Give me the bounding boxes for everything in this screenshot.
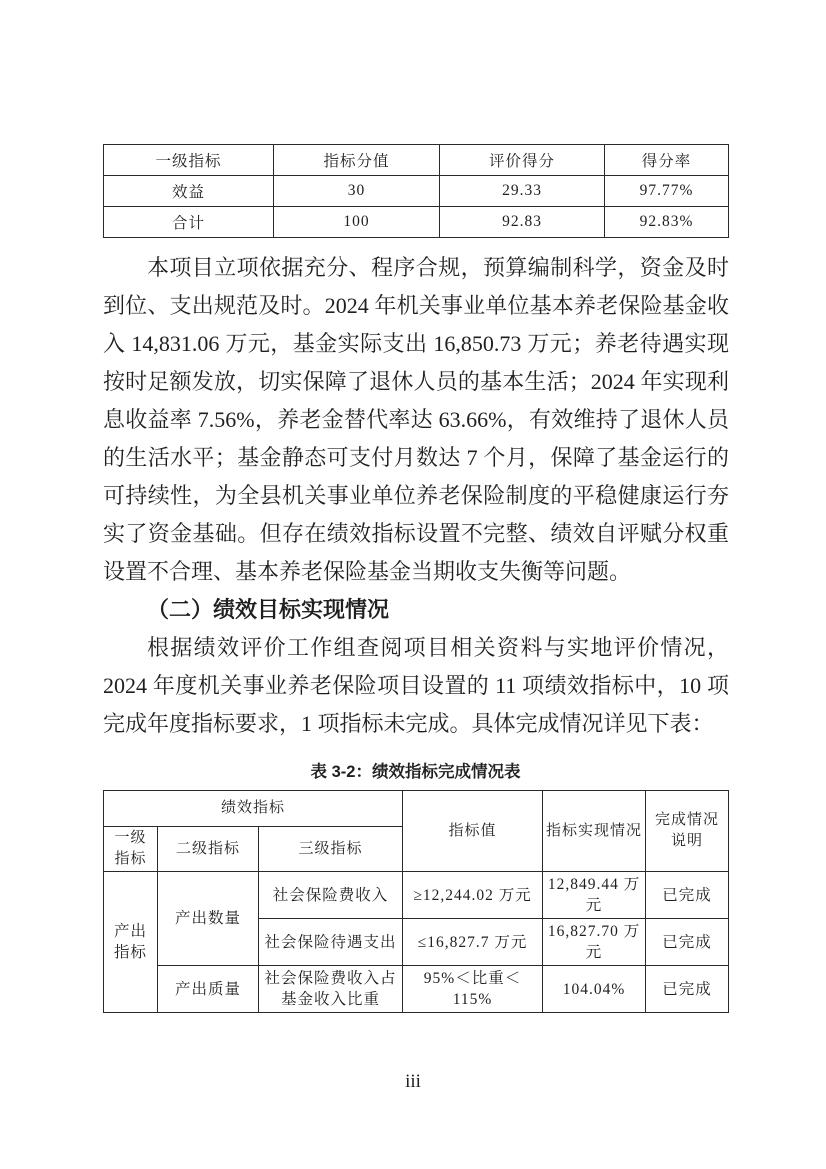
- perf-cell-status: 已完成: [646, 872, 729, 919]
- score-cell-rate: 97.77%: [605, 176, 729, 207]
- score-cell-score: 92.83: [440, 207, 605, 238]
- targets-paragraph: 根据绩效评价工作组查阅项目相关资料与实地评价情况，2024 年度机关事业养老保险项目设置的 11 项绩效指标中，10 项完成年度指标要求，1 项指标未完成。具体完成情况详见下表：: [103, 635, 729, 736]
- body-text-block: [103, 249, 729, 743]
- score-cell-indicator: 合计: [104, 207, 274, 238]
- perf-cell-target: ≥12,244.02 万元: [403, 872, 543, 919]
- perf-row-income: [104, 872, 729, 919]
- score-cell-points: 30: [274, 176, 440, 207]
- perf-cell-status: 已完成: [646, 919, 729, 966]
- perf-header-level3: 三级指标: [259, 827, 403, 872]
- perf-cell-level3: 社会保险费收入占基金收入比重: [259, 966, 403, 1013]
- perf-cell-level1: 产出指标: [104, 872, 158, 1013]
- score-cell-rate: 92.83%: [605, 207, 729, 238]
- score-header-points: 指标分值: [274, 145, 440, 176]
- performance-indicators-table: [103, 790, 729, 1013]
- perf-cell-target: 95%＜比重＜115%: [403, 966, 543, 1013]
- perf-header-group: 绩效指标: [104, 791, 403, 827]
- score-cell-indicator: 效益: [104, 176, 274, 207]
- perf-cell-actual: 104.04%: [543, 966, 646, 1013]
- score-header-level1: 一级指标: [104, 145, 274, 176]
- perf-cell-target: ≤16,827.7 万元: [403, 919, 543, 966]
- score-table-row-benefit: [104, 176, 729, 207]
- page-number: iii: [405, 1071, 421, 1092]
- score-table-header-row: [104, 145, 729, 176]
- perf-cell-actual: 12,849.44 万元: [543, 872, 646, 919]
- perf-cell-level2: 产出质量: [158, 966, 259, 1013]
- perf-cell-actual: 16,827.70 万元: [543, 919, 646, 966]
- performance-table-caption: 表 3-2：绩效指标完成情况表: [310, 763, 521, 781]
- score-header-score: 评价得分: [440, 145, 605, 176]
- perf-header-level1: 一级指标: [104, 827, 158, 872]
- score-header-rate: 得分率: [605, 145, 729, 176]
- score-summary-table: [103, 144, 729, 238]
- perf-cell-level3: 社会保险待遇支出: [259, 919, 403, 966]
- perf-cell-level2: 产出数量: [158, 872, 259, 966]
- perf-header-level2: 二级指标: [158, 827, 259, 872]
- perf-row-ratio: [104, 966, 729, 1013]
- perf-header-actual: 指标实现情况: [543, 791, 646, 872]
- score-table-row-total: [104, 207, 729, 238]
- summary-paragraph: 本项目立项依据充分、程序合规，预算编制科学，资金及时到位、支出规范及时。2024 年机关事业单位基本养老保险基金收入 14,831.06 万元，基金实际支出 16,850.73 万元；养老待遇实现按时足额发放，切实保障了退休人员的基本生活；2024 年实现利息收益率 7.56%，养老金替代率达 63.66%，有效维持了退休人员的生活水平；基金静态可支付月数达 7 个月，保障了基金运行的可持续性，为全县机关事业单位养老保险制度的平稳健康运行夯实了资金基础。但存在绩效指标设置不完整、绩效自评赋分权重设置不合理、基本养老保险基金当期收支失衡等问题。: [103, 255, 729, 584]
- section-heading: （二）绩效目标实现情况: [147, 597, 390, 622]
- perf-header-target-value: 指标值: [403, 791, 543, 872]
- perf-header-row-group: [104, 791, 729, 827]
- score-cell-points: 100: [274, 207, 440, 238]
- perf-cell-level3: 社会保险费收入: [259, 872, 403, 919]
- perf-cell-status: 已完成: [646, 966, 729, 1013]
- score-cell-score: 29.33: [440, 176, 605, 207]
- perf-header-status: 完成情况说明: [646, 791, 729, 872]
